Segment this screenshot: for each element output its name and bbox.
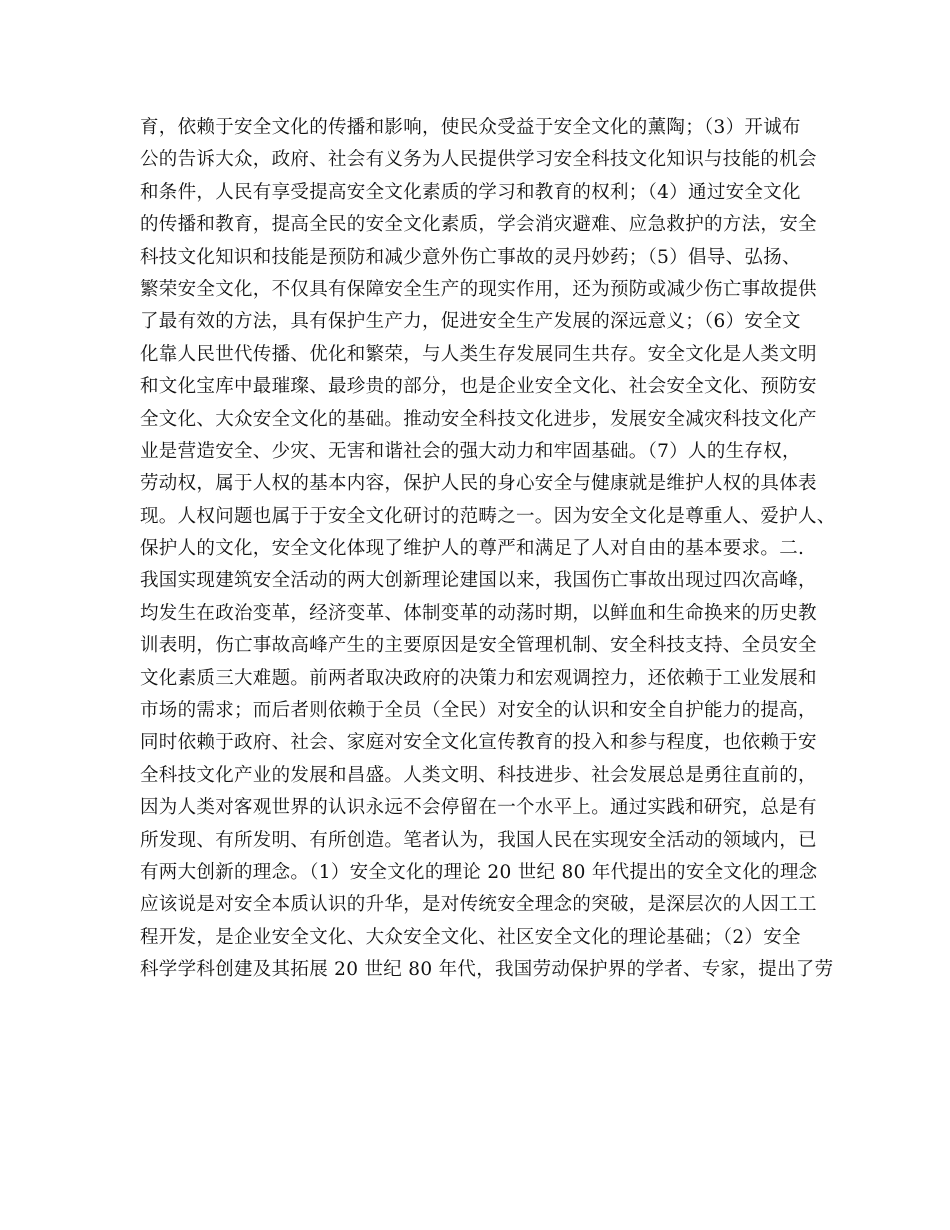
text-line: 科学学科创建及其拓展 20 世纪 80 年代，我国劳动保护界的学者、专家，提出了劳: [140, 959, 834, 981]
text-line: 同时依赖于政府、社会、家庭对安全文化宣传教育的投入和参与程度，也依赖于安: [140, 732, 817, 754]
text-line: 我国实现建筑安全活动的两大创新理论建国以来，我国伤亡事故出现过四次高峰，: [140, 570, 817, 592]
text-line: 和条件，人民有享受提高安全文化素质的学习和教育的权利；（4）通过安全文化: [140, 181, 801, 203]
text-line: 和文化宝库中最璀璨、最珍贵的部分，也是企业安全文化、社会安全文化、预防安: [140, 376, 817, 398]
text-line: 均发生在政治变革，经济变革、体制变革的动荡时期，以鲜血和生命换来的历史教: [140, 602, 817, 624]
text-line: 市场的需求；而后者则依赖于全员（全民）对安全的认识和安全自护能力的提高，: [140, 700, 817, 722]
text-line: 公的告诉大众，政府、社会有义务为人民提供学习安全科技文化知识与技能的机会: [140, 149, 817, 171]
text-line: 全科技文化产业的发展和昌盛。人类文明、科技进步、社会发展总是勇往直前的，: [140, 764, 817, 786]
text-line: 化靠人民世代传播、优化和繁荣，与人类生存发展同生共存。安全文化是人类文明: [140, 343, 817, 365]
text-line: 因为人类对客观世界的认识永远不会停留在一个水平上。通过实践和研究，总是有: [140, 797, 817, 819]
text-line: 全文化、大众安全文化的基础。推动安全科技文化进步，发展安全减灾科技文化产: [140, 408, 817, 430]
text-line: 业是营造安全、少灾、无害和谐社会的强大动力和牢固基础。（7）人的生存权，: [140, 440, 801, 462]
text-line: 的传播和教育，提高全民的安全文化素质，学会消灾避难、应急救护的方法，安全: [140, 214, 817, 236]
text-line: 程开发，是企业安全文化、大众安全文化、社区安全文化的理论基础；（2）安全: [140, 926, 801, 948]
text-line: 文化素质三大难题。前两者取决政府的决策力和宏观调控力，还依赖于工业发展和: [140, 667, 817, 689]
text-line: 应该说是对安全本质认识的升华，是对传统安全理念的突破，是深层次的人因工工: [140, 894, 817, 916]
body-text: [140, 112, 840, 987]
text-line: 保护人的文化，安全文化体现了维护人的尊严和满足了人对自由的基本要求。二.: [140, 538, 805, 560]
text-line: 了最有效的方法，具有保护生产力，促进安全生产发展的深远意义；（6）安全文: [140, 311, 801, 333]
text-line: 现。人权问题也属于于安全文化研讨的范畴之一。因为安全文化是尊重人、爱护人、: [140, 505, 836, 527]
text-line: 育，依赖于安全文化的传播和影响，使民众受益于安全文化的薰陶；（3）开诚布: [140, 117, 801, 138]
text-line: 繁荣安全文化，不仅具有保障安全生产的现实作用，还为预防或减少伤亡事故提供: [140, 278, 817, 300]
text-line: 有两大创新的理念。（1）安全文化的理论 20 世纪 80 年代提出的安全文化的理念: [140, 861, 818, 883]
text-line: 训表明，伤亡事故高峰产生的主要原因是安全管理机制、安全科技支持、全员安全: [140, 635, 817, 657]
text-line: 劳动权，属于人权的基本内容，保护人民的身心安全与健康就是维护人权的具体表: [140, 473, 817, 495]
text-line: 科技文化知识和技能是预防和减少意外伤亡事故的灵丹妙药；（5）倡导、弘扬、: [140, 246, 801, 268]
text-line: 所发现、有所发明、有所创造。笔者认为，我国人民在实现安全活动的领域内，已: [140, 829, 817, 851]
